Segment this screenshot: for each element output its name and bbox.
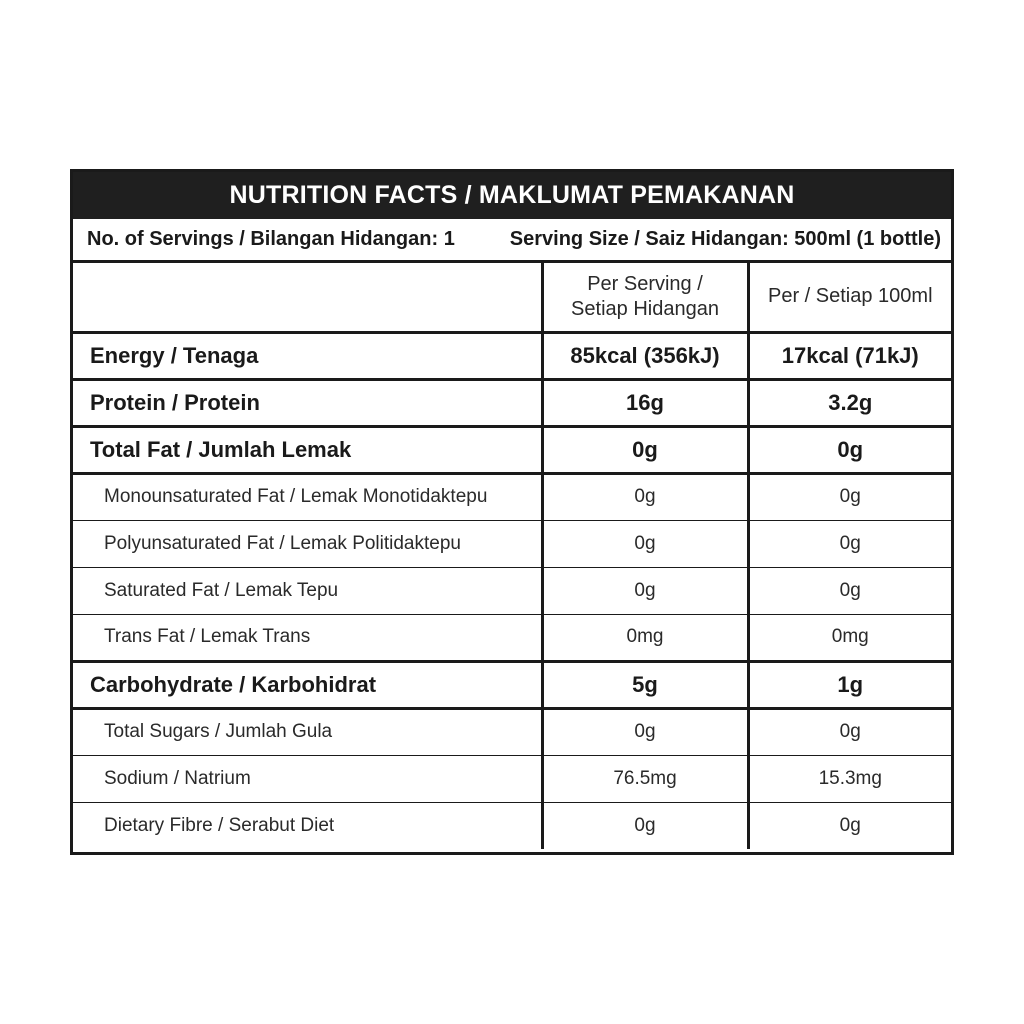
header-per-serving <box>542 263 748 332</box>
row-label: Monounsaturated Fat / Lemak Monotidaktepu <box>73 473 542 520</box>
row-per-serving: 16g <box>542 379 748 426</box>
table-row <box>73 426 951 473</box>
row-per-100ml: 15.3mg <box>748 755 951 802</box>
table-row <box>73 473 951 520</box>
table-row <box>73 661 951 708</box>
servings-count: No. of Servings / Bilangan Hidangan: 1 <box>87 228 455 250</box>
row-label: Dietary Fibre / Serabut Diet <box>104 814 335 836</box>
row-label: Carbohydrate / Karbohidrat <box>73 661 542 708</box>
column-header-row <box>73 263 951 332</box>
row-label: Total Sugars / Jumlah Gula <box>73 708 542 755</box>
header-per-100ml: Per / Setiap 100ml <box>748 263 951 332</box>
row-per-serving: 0g <box>542 802 748 849</box>
row-per-100ml: 17kcal (71kJ) <box>748 332 951 379</box>
nutrition-facts-panel <box>70 169 954 855</box>
table-row <box>73 614 951 661</box>
row-per-serving: 0g <box>542 708 748 755</box>
row-per-serving: 0g <box>542 520 748 567</box>
row-per-100ml: 3.2g <box>748 379 951 426</box>
row-label: Protein / Protein <box>73 379 542 426</box>
row-label: Energy / Tenaga <box>73 332 542 379</box>
table-row <box>73 332 951 379</box>
row-label: Sodium / Natrium <box>73 755 542 802</box>
table-row <box>73 520 951 567</box>
row-per-100ml: 0g <box>748 567 951 614</box>
row-per-100ml: 1g <box>748 661 951 708</box>
serving-info-row <box>73 219 951 263</box>
row-per-serving: 0g <box>542 567 748 614</box>
row-label: Trans Fat / Lemak Trans <box>73 614 542 661</box>
panel-title: NUTRITION FACTS / MAKLUMAT PEMAKANAN <box>73 172 951 219</box>
table-row <box>73 755 951 802</box>
row-per-100ml: 0g <box>748 708 951 755</box>
row-label: Total Fat / Jumlah Lemak <box>73 426 542 473</box>
row-label: Saturated Fat / Lemak Tepu <box>73 567 542 614</box>
row-per-serving: 0mg <box>542 614 748 661</box>
row-per-100ml: 0mg <box>748 614 951 661</box>
header-per-serving-line1: Per Serving / <box>587 272 703 295</box>
row-per-serving: 0g <box>542 426 748 473</box>
row-per-serving: 5g <box>542 661 748 708</box>
row-label: Polyunsaturated Fat / Lemak Politidaktepu <box>73 520 542 567</box>
serving-size: Serving Size / Saiz Hidangan: 500ml (1 bottle) <box>509 228 941 250</box>
nutrition-table <box>73 263 951 849</box>
row-per-100ml: 0g <box>748 520 951 567</box>
row-per-serving: 0g <box>542 473 748 520</box>
row-per-100ml: 0g <box>748 802 951 849</box>
table-row <box>73 708 951 755</box>
header-empty-cell <box>73 263 542 332</box>
row-per-serving: 85kcal (356kJ) <box>542 332 748 379</box>
row-per-100ml: 0g <box>748 426 951 473</box>
header-per-serving-line2: Setiap Hidangan <box>571 297 719 320</box>
row-per-serving: 76.5mg <box>542 755 748 802</box>
row-per-100ml: 0g <box>748 473 951 520</box>
table-row <box>73 379 951 426</box>
table-row <box>73 567 951 614</box>
table-row <box>73 802 951 849</box>
